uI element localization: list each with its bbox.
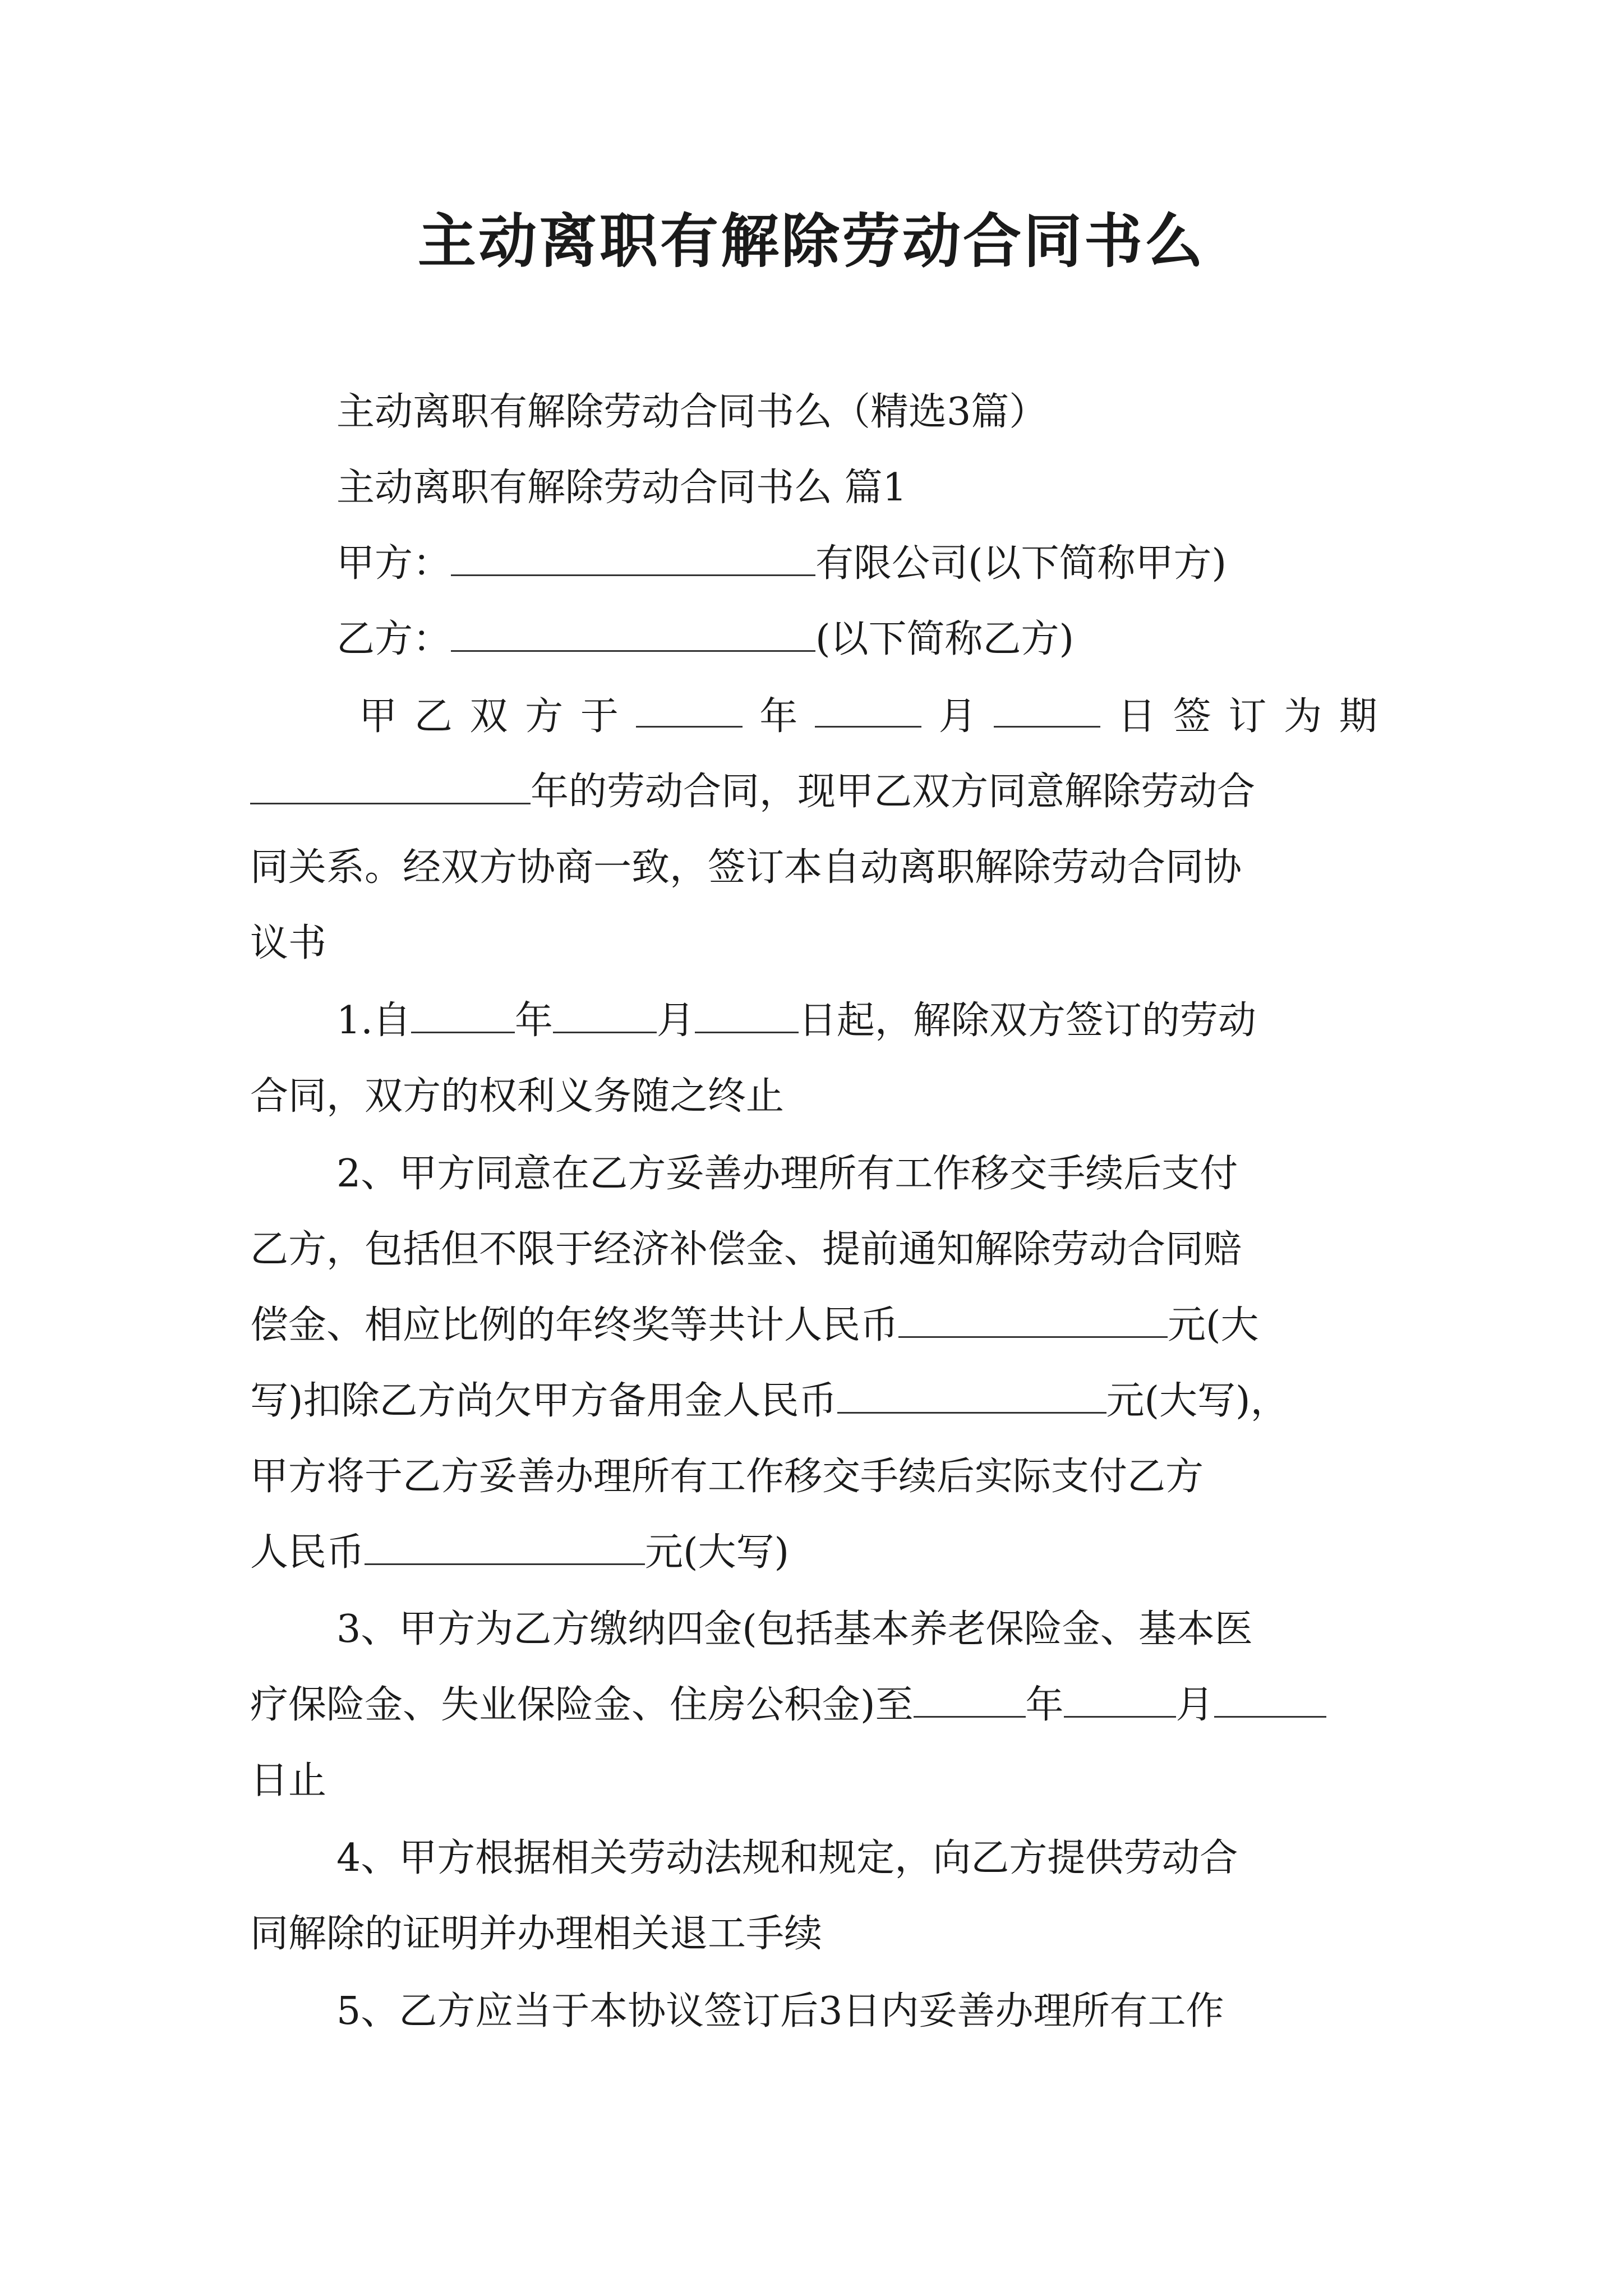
actual-payment-blank[interactable] [365, 1526, 645, 1565]
item-3-line-2-prefix: 疗保险金、失业保险金、住房公积金)至 [250, 1683, 914, 1727]
compensation-amount-blank[interactable] [898, 1299, 1168, 1338]
item-4-line-1: 4、甲方根据相关劳动法规和规定，向乙方提供劳动合 [336, 1836, 1238, 1880]
party-a-label: 甲方： [336, 541, 451, 586]
item-3-month-blank[interactable] [1064, 1679, 1176, 1718]
intro-char: 日 [1117, 694, 1156, 739]
contract-term-blank[interactable] [250, 766, 531, 804]
item-1-line-1 [336, 993, 1256, 1049]
intro-line-4: 议书 [250, 921, 327, 965]
intro-char: 方 [525, 694, 564, 739]
intro-char: 双 [469, 694, 508, 739]
intro-line-1 [359, 689, 1377, 745]
item-2-line-6-prefix: 人民币 [250, 1530, 365, 1575]
intro-char: 乙 [414, 694, 453, 739]
intro-char: 期 [1339, 694, 1377, 739]
item-1-day-blank[interactable] [695, 995, 799, 1033]
item-1-month-blank[interactable] [553, 995, 657, 1033]
item-3-line-1: 3、甲方为乙方缴纳四金(包括基本养老保险金、基本医 [336, 1607, 1253, 1651]
item-1-tail: 日起，解除双方签订的劳动 [798, 999, 1256, 1043]
item-4-line-2: 同解除的证明并办理相关退工手续 [250, 1912, 823, 1956]
party-a-blank[interactable] [451, 537, 815, 576]
intro-date-blank[interactable] [815, 689, 921, 728]
item-1-line-2: 合同，双方的权利义务随之终止 [250, 1074, 785, 1119]
part-heading: 主动离职有解除劳动合同书么 篇1 [336, 466, 907, 510]
item-2-line-3-prefix: 偿金、相应比例的年终奖等共计人民币 [250, 1303, 899, 1347]
intro-date-blank[interactable] [994, 689, 1100, 728]
petty-cash-amount-blank[interactable] [837, 1375, 1106, 1414]
item-1-year: 年 [514, 999, 553, 1043]
item-2-line-3-suffix: 元(大 [1168, 1303, 1259, 1347]
item-2-line-2: 乙方，包括但不限于经济补偿金、提前通知解除劳动合同赔 [250, 1227, 1242, 1272]
document-title: 主动离职有解除劳动合同书么 [417, 206, 1205, 275]
item-1-prefix: 1.自 [336, 999, 411, 1043]
intro-char: 订 [1228, 694, 1267, 739]
party-b-blank[interactable] [451, 613, 815, 652]
item-2-line-4-suffix: 元(大写)， [1106, 1379, 1289, 1423]
item-2-line-6-suffix: 元(大写) [645, 1530, 790, 1575]
intro-char: 月 [938, 694, 977, 739]
item-2-line-5: 甲方将于乙方妥善办理所有工作移交手续后实际支付乙方 [250, 1455, 1204, 1499]
item-3-line-2 [250, 1677, 1326, 1733]
party-b-label: 乙方： [336, 617, 451, 661]
intro-char: 于 [580, 694, 619, 739]
intro-line-2 [250, 764, 1255, 820]
intro-char: 甲 [359, 694, 398, 739]
party-a-suffix: 有限公司(以下简称甲方) [815, 541, 1227, 586]
item-2-line-6 [250, 1525, 789, 1581]
item-5-line-1: 5、乙方应当于本协议签订后3日内妥善办理所有工作 [336, 1989, 1224, 2033]
item-2-line-4 [250, 1373, 1289, 1429]
item-2-line-3 [250, 1297, 1259, 1354]
item-3-year-blank[interactable] [914, 1679, 1026, 1718]
item-1-month: 月 [656, 999, 695, 1043]
item-3-line-3: 日止 [250, 1759, 327, 1803]
party-b-suffix: (以下简称乙方) [815, 617, 1075, 661]
intro-line-2-text: 年的劳动合同，现甲乙双方同意解除劳动合 [531, 770, 1256, 814]
item-3-month: 月 [1175, 1683, 1214, 1727]
intro-char: 为 [1284, 694, 1322, 739]
document-subtitle: 主动离职有解除劳动合同书么（精选3篇） [336, 390, 1048, 434]
item-3-day-blank[interactable] [1214, 1679, 1326, 1718]
party-b-line [336, 611, 1074, 668]
intro-char: 年 [759, 694, 798, 739]
intro-line-3: 同关系。经双方协商一致，签订本自动离职解除劳动合同协 [250, 845, 1242, 890]
item-3-year: 年 [1025, 1683, 1064, 1727]
party-a-line [336, 536, 1227, 592]
item-2-line-1: 2、甲方同意在乙方妥善办理所有工作移交手续后支付 [336, 1152, 1238, 1196]
intro-char: 签 [1173, 694, 1211, 739]
item-2-line-4-prefix: 写)扣除乙方尚欠甲方备用金人民币 [250, 1379, 837, 1423]
item-1-year-blank[interactable] [411, 995, 515, 1033]
intro-date-blank[interactable] [636, 689, 743, 728]
